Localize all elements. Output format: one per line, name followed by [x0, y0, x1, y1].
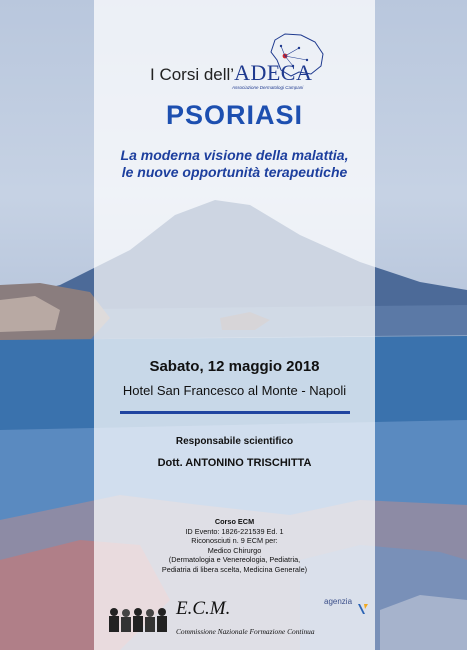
event-date: Sabato, 12 maggio 2018	[149, 358, 320, 375]
divider	[120, 411, 350, 414]
page-title: PSORIASI	[165, 100, 304, 130]
ecm-logo: E.C.M.	[176, 598, 231, 619]
brand-subtitle: Associazione Dermatologi Campani	[232, 85, 304, 90]
ecm-line: Riconosciuti n. 9 ECM per:	[191, 536, 278, 546]
ecm-line: ID Evento: 1826-221539 Ed. 1	[185, 526, 284, 536]
event-venue: Hotel San Francesco al Monte - Napoli	[122, 383, 347, 398]
responsible-name: Dott. ANTONINO TRISCHITTA	[157, 457, 312, 469]
ecm-title: Corso ECM	[214, 517, 255, 526]
subtitle-line: le nuove opportunità terapeutiche	[121, 164, 348, 180]
brand-prefix: I Corsi dell’	[150, 65, 235, 84]
ecm-figures-icon	[106, 604, 171, 636]
agency-mark-icon	[356, 602, 370, 616]
agency-logo: agenzia	[324, 597, 353, 606]
ecm-line: Medico Chirurgo	[207, 545, 262, 555]
brand-name: ADECA	[234, 60, 313, 85]
ecm-info	[94, 517, 375, 575]
ecm-line: (Dermatologia e Venereologia, Pediatria,	[168, 555, 301, 565]
ecm-line: Pediatria di libera scelta, Medicina Generale)	[161, 564, 308, 574]
responsible-label: Responsabile scientifico	[175, 436, 294, 447]
brand-logo	[150, 60, 312, 86]
subtitle-line: La moderna visione della malattia,	[120, 147, 349, 163]
subtitle	[94, 147, 375, 181]
ecm-commission: Commissione Nazionale Formazione Continua	[176, 627, 315, 636]
